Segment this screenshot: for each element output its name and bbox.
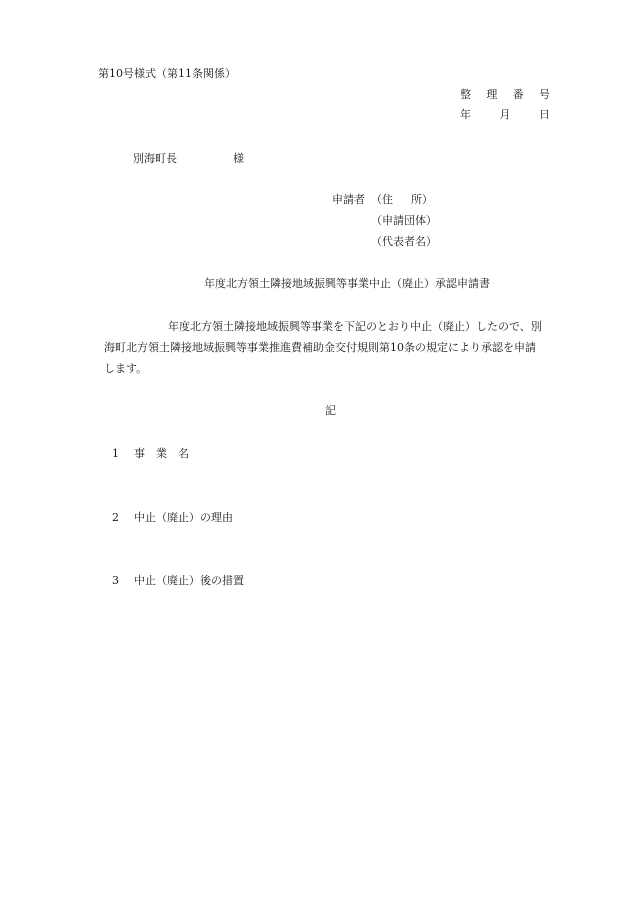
item-label: 中止（廃止）後の措置 <box>134 574 244 587</box>
applicant-organization-label: （申請団体） <box>371 214 437 227</box>
registration-number-label: 整 理 番 号 <box>460 88 550 101</box>
item-measures <box>112 575 244 586</box>
item-number: 1 <box>112 447 119 460</box>
registration-block <box>460 89 550 129</box>
addressee <box>133 153 244 164</box>
applicant-representative-label: （代表者名） <box>371 235 437 248</box>
item-number: 3 <box>112 574 119 587</box>
item-reason <box>112 512 233 523</box>
addressee-honorific: 様 <box>233 152 244 165</box>
ki-heading: 記 <box>325 404 336 417</box>
item-label: 事 業 名 <box>134 447 189 460</box>
form-number: 第10号様式（第11条関係） <box>98 67 236 80</box>
applicant-address-label: （住 所） <box>371 193 433 206</box>
registration-date-label: 年 月 日 <box>460 108 550 121</box>
addressee-name: 別海町長 <box>133 152 177 165</box>
item-number: 2 <box>112 511 119 524</box>
document-title: 年度北方領土隣接地域振興等事業中止（廃止）承認申請書 <box>204 277 490 290</box>
body-paragraph <box>104 321 566 384</box>
item-project-name <box>112 448 200 459</box>
item-label: 中止（廃止）の理由 <box>134 511 233 524</box>
body-line: 海町北方領土隣接地域振興等事業推進費補助金交付規則第10条の規定により承認を申請 <box>104 341 536 354</box>
body-line: します。 <box>104 362 148 375</box>
body-line: 年度北方領土隣接地域振興等事業を下記のとおり中止（廃止）したので、別 <box>168 320 542 333</box>
applicant-label: 申請者 <box>332 193 365 206</box>
